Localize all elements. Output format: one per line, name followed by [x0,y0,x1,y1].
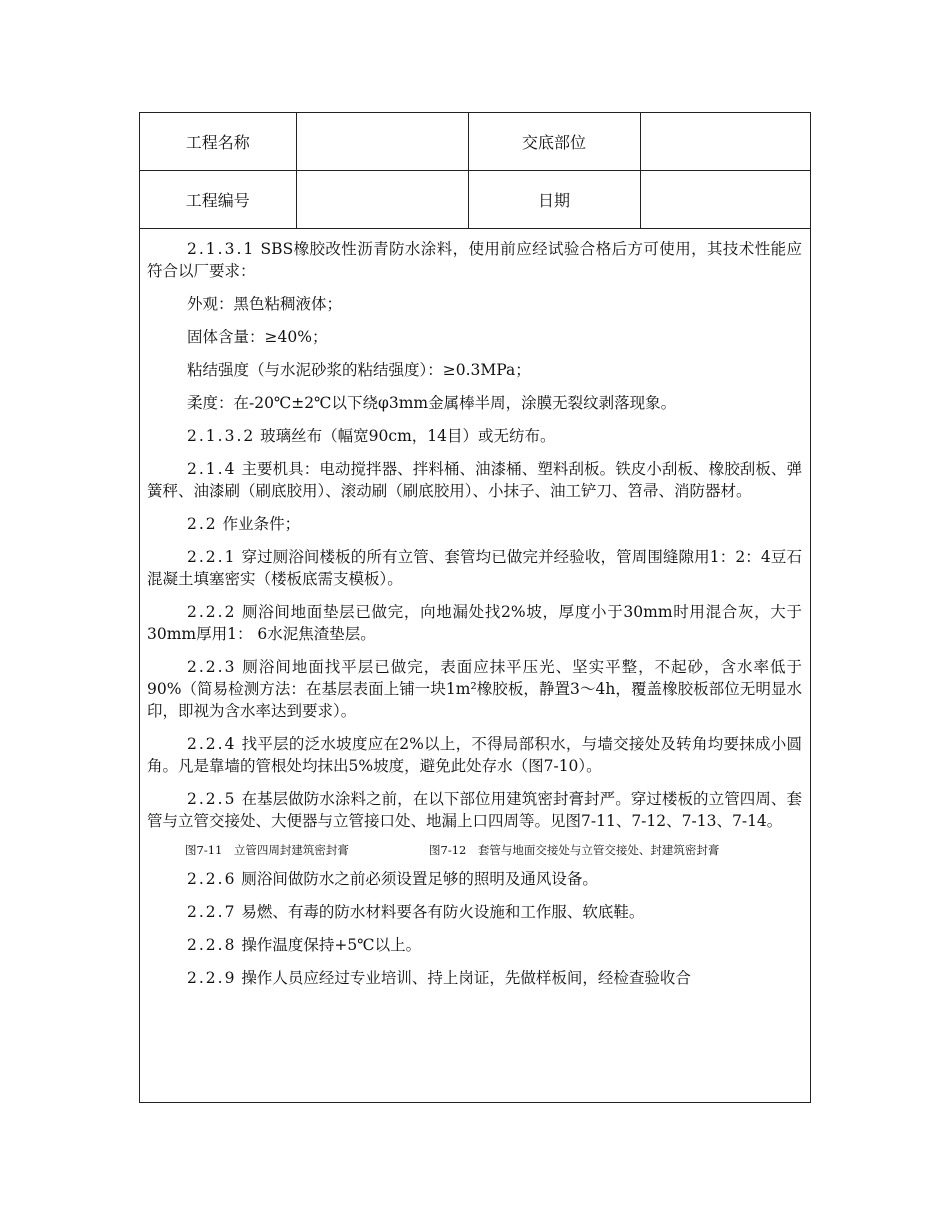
paragraph [147,656,802,722]
clause-number: 2.2.4 [187,735,237,753]
paragraph-text: 玻璃丝布（幅宽90cm，14目）或无纺布。 [255,427,556,445]
document-frame [139,112,811,1103]
clause-number: 2.1.3.1 [187,240,256,258]
paragraph [147,293,802,315]
date-label: 日期 [468,171,640,229]
figure-captions [147,842,802,858]
paragraph-text: 粘结强度（与水泥砂浆的粘结强度）：≥0.3MPa； [187,361,531,379]
paragraph-text: 操作人员应经过专业培训、持上岗证，先做样板间，经检查验收合 [236,969,691,987]
paragraph-text: 厕浴间做防水之前必须设置足够的照明及通风设备。 [236,870,598,888]
paragraph-text: 在基层做防水涂料之前，在以下部位用建筑密封膏封严。穿过楼板的立管四周、套管与立管交接处、大便器与立管接口处、地漏上口四周等。见图7-11、7-12、7-13、7-14。 [147,790,802,830]
paragraph-text: 找平层的泛水坡度应在2%以上，不得局部积水，与墙交接处及转角均要抹成小圆角。凡是靠墙的管根处均抹出5%坡度，避免此处存水（图7-10）。 [147,735,802,775]
project-name-label: 工程名称 [140,113,296,171]
project-name-value [296,113,468,171]
paragraph [147,546,802,590]
paragraph-text: SBS橡胶改性沥青防水涂料，使用前应经试验合格后方可使用，其技术性能应符合以厂要求： [147,240,802,280]
paragraph [147,967,802,989]
paragraph [147,513,802,535]
paragraph [147,868,802,890]
paragraph-text: 厕浴间地面找平层已做完，表面应抹平压光、坚实平整，不起砂，含水率低于90%（简易检测方法：在基层表面上铺一块1m²橡胶板，静置3～4h，覆盖橡胶板部位无明显水印，即视为含水率达到要求）。 [147,658,802,720]
paragraph [147,601,802,645]
document-body [140,230,810,1102]
handover-part-label: 交底部位 [468,113,640,171]
header-row [140,113,811,171]
clause-number: 2.2.5 [187,790,237,808]
clause-number: 2.2.9 [187,969,237,987]
clause-number: 2.2 [187,515,218,533]
clause-number: 2.2.6 [187,870,237,888]
clause-number: 2.2.1 [187,548,237,566]
paragraph [147,425,802,447]
handover-part-value [640,113,811,171]
paragraph-text: 主要机具：电动搅拌器、拌料桶、油漆桶、塑料刮板。铁皮小刮板、橡胶刮板、弹簧秤、油漆刷（刷底胶用）、滚动刷（刷底胶用）、小抹子、油工铲刀、笤帚、消防器材。 [147,460,802,500]
paragraph-text: 穿过厕浴间楼板的所有立管、套管均已做完并经验收，管周围缝隙用1：2：4豆石混凝土填塞密实（楼板底需支模板）。 [147,548,802,588]
paragraph-text: 操作温度保持+5℃以上。 [236,936,422,954]
paragraph [147,392,802,414]
date-value [640,171,811,229]
figure-caption-7-11: 图7-11 立管四周封建筑密封膏 [185,843,349,857]
project-number-value [296,171,468,229]
header-row [140,171,811,229]
figure-caption-7-12: 图7-12 套管与地面交接处与立管交接处、封建筑密封膏 [429,843,720,857]
paragraph [147,359,802,381]
paragraph [147,238,802,282]
paragraph [147,326,802,348]
clause-number: 2.1.3.2 [187,427,256,445]
header-table [140,113,811,229]
clause-number: 2.1.4 [187,460,237,478]
paragraph-text: 作业条件； [217,515,301,533]
clause-number: 2.2.2 [187,603,237,621]
project-number-label: 工程编号 [140,171,296,229]
paragraph-text: 固体含量：≥40%； [187,328,328,346]
paragraph [147,458,802,502]
paragraph [147,733,802,777]
paragraph-text: 易燃、有毒的防水材料要各有防火设施和工作服、软底鞋。 [236,903,645,921]
clause-number: 2.2.8 [187,936,237,954]
paragraph [147,934,802,956]
paragraph-text: 外观：黑色粘稠液体； [187,295,343,313]
clause-number: 2.2.3 [187,658,237,676]
clause-number: 2.2.7 [187,903,237,921]
paragraph-text: 柔度：在-20℃±2℃以下绕φ3mm金属棒半周，涂膜无裂纹剥落现象。 [187,394,677,412]
paragraph-text: 厕浴间地面垫层已做完，向地漏处找2%坡，厚度小于30mm时用混合灰，大于30mm厚用1： 6水泥焦渣垫层。 [147,603,802,643]
paragraph [147,901,802,923]
paragraph [147,788,802,832]
